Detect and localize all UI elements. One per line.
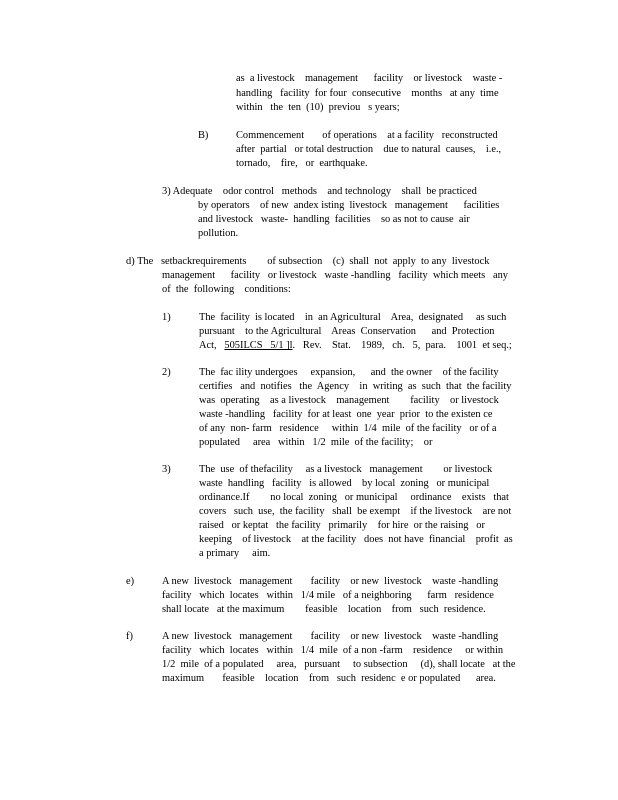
- para-f-label: f): [126, 631, 133, 642]
- para-d-3-line-5: raised or keptat the facility primarily for hire or the raising or: [199, 520, 485, 531]
- para-d-2-line-5: of any non- farm residence within 1/4 mile of the facility or of a: [199, 423, 497, 434]
- para-e-line-1: A new livestock management facility or new livestock waste -handling: [162, 576, 499, 587]
- para-d-3-line-6: keeping of livestock at the facility does not have financial profit as: [199, 534, 513, 545]
- para-f-line-2: facility which locates within 1/4 mile of a non -farm residence or within: [162, 645, 504, 656]
- para-b-line-2: after partial or total destruction due to natural causes, i.e.,: [236, 144, 502, 155]
- para-d-2-line-1: The fac ility undergoes expansion, and the owner of the facility: [199, 367, 499, 378]
- item-3-odor-line-1: 3) Adequate odor control methods and technology shall be practiced: [162, 186, 477, 197]
- para-d-3-label: 3): [162, 464, 171, 475]
- para-d-line-2: management facility or livestock waste -handling facility which meets any: [162, 270, 508, 281]
- item-3-odor-line-2: by operators of new andex isting livestock management facilities: [198, 200, 500, 211]
- para-b-line-3: tornado, fire, or earthquake.: [236, 158, 368, 169]
- para-d-3-line-1: The use of thefacility as a livestock management or livestock: [199, 464, 493, 475]
- para-f-line-4: maximum feasible location from such residenc e or populated area.: [162, 673, 496, 684]
- para-d-2-line-3: was operating as a livestock management facility or livestock: [199, 395, 499, 406]
- para-a-line-3: within the ten (10) previou s years;: [236, 102, 400, 113]
- para-d-3-line-7: a primary aim.: [199, 548, 271, 559]
- para-a-line-1: as a livestock management facility or livestock waste -: [236, 73, 503, 84]
- para-d-3-line-3: ordinance.If no local zoning or municipal ordinance exists that: [199, 492, 509, 503]
- item-3-odor-line-4: pollution.: [198, 228, 239, 239]
- act-prefix: Act,: [199, 340, 225, 351]
- para-d-2-line-2: certifies and notifies the Agency in writing as such that the facility: [199, 381, 512, 392]
- item-3-odor-line-3: and livestock waste- handling facilities so as not to cause air: [198, 214, 470, 225]
- para-f-line-3: 1/2 mile of a populated area, pursuant to subsection (d), shall locate at the: [162, 659, 516, 670]
- para-d-line-1: d) The setbackrequirements of subsection (c) shall not apply to any livestock: [126, 256, 490, 267]
- para-a-line-2: handling facility for four consecutive months at any time: [236, 88, 499, 99]
- para-d-1-line-1: The facility is located in an Agricultural Area, designated as such: [199, 312, 507, 323]
- para-b-line-1: Commencement of operations at a facility reconstructed: [236, 130, 498, 141]
- para-d-line-3: of the following conditions:: [162, 284, 291, 295]
- para-d-2-line-6: populated area within 1/2 mile of the facility; or: [199, 437, 433, 448]
- para-d-3-line-4: covers such use, the facility shall be exempt if the livestock are not: [199, 506, 512, 517]
- para-e-line-3: shall locate at the maximum feasible location from such residence.: [162, 604, 486, 615]
- para-d-3-line-2: waste handling facility is allowed by local zoning or municipal: [199, 478, 490, 489]
- para-d-1-line-3: [199, 340, 512, 352]
- para-f-line-1: A new livestock management facility or new livestock waste -handling: [162, 631, 499, 642]
- para-d-1-label: 1): [162, 312, 171, 323]
- para-e-line-2: facility which locates within 1/4 mile of a neighboring farm residence: [162, 590, 494, 601]
- para-d-2-label: 2): [162, 367, 171, 378]
- act-suffix: . Rev. Stat. 1989, ch. 5, para. 1001 et seq.;: [292, 340, 512, 351]
- para-d-2-line-4: waste -handling facility for at least one year prior to the existen ce: [199, 409, 493, 420]
- para-d-1-line-2: pursuant to the Agricultural Areas Conservation and Protection: [199, 326, 495, 337]
- para-b-label: B): [198, 130, 209, 141]
- statute-citation: 505ILCS 5/1 ]l: [224, 340, 293, 351]
- para-e-label: e): [126, 576, 135, 587]
